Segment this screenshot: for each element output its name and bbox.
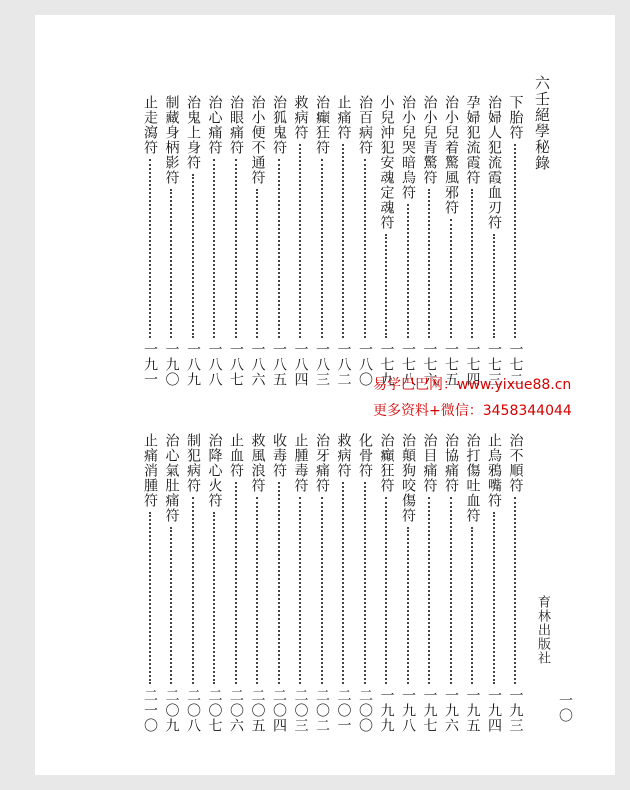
toc-entry [247, 95, 267, 387]
toc-entry-title: 止腫毒符 [292, 433, 309, 493]
watermark-line-2: 更多资料+微信：3458344044 [373, 403, 572, 419]
toc-entry [161, 95, 181, 387]
toc-entry [441, 95, 461, 387]
toc-entry-page: 二〇二 [314, 688, 330, 733]
toc-entry-title: 治小便不通符 [249, 95, 266, 185]
leader-dots [235, 159, 237, 338]
toc-entry-title: 治癲狂符 [314, 95, 330, 155]
toc-entry-page: 一九八 [400, 688, 416, 733]
toc-entry-title: 治鬼上身符 [185, 95, 201, 170]
toc-entry-title: 治心氣肚痛符 [163, 433, 180, 523]
toc-entry-title: 制犯病符 [185, 433, 201, 493]
leader-dots [299, 144, 301, 338]
toc-entry [269, 95, 289, 387]
toc-entry-page: 一八七 [228, 342, 244, 387]
toc-entry-title: 下胎符 [507, 95, 524, 140]
toc-entry-title: 治心痛符 [206, 95, 223, 155]
leader-dots [278, 482, 280, 684]
toc-entry [226, 433, 246, 733]
leader-dots [514, 144, 516, 338]
toc-entry-title: 止痛符 [335, 95, 352, 140]
toc-entry-page: 一九一 [142, 342, 158, 387]
toc-entry-title: 制藏身柄影符 [163, 95, 180, 185]
toc-entry-page: 一七六 [421, 342, 438, 387]
toc-entry-title: 治眼痛符 [228, 95, 244, 155]
toc-entry-title: 治牙痛符 [314, 433, 330, 493]
toc-entry-title: 救風浪符 [249, 433, 266, 493]
toc-entry-page: 一八八 [206, 342, 223, 387]
toc-entry-title: 救病符 [292, 95, 309, 140]
toc-entry-page: 一九〇 [163, 342, 180, 387]
toc-entry [355, 95, 375, 387]
toc-entry-title: 治協痛符 [443, 433, 459, 493]
toc-entry-title: 治不順符 [507, 433, 524, 493]
toc-entry [312, 433, 332, 733]
toc-entry-title: 治百病符 [357, 95, 373, 155]
leader-dots [342, 482, 344, 684]
page-header: 六壬絕學秘錄 [533, 75, 551, 171]
toc-entry-page: 二〇六 [228, 688, 244, 733]
toc-entry [398, 95, 418, 387]
leader-dots [213, 159, 215, 338]
toc-entry-page: 一八〇 [357, 342, 373, 387]
leader-dots [471, 527, 473, 684]
toc-entry [462, 433, 482, 733]
toc-entry [505, 95, 525, 387]
leader-dots [342, 144, 344, 338]
toc-entry-title: 治顛狗咬傷符 [400, 433, 416, 523]
toc-entry-page: 一八九 [185, 342, 201, 387]
leader-dots [170, 527, 172, 684]
toc-entry-page: 一九七 [421, 688, 438, 733]
page-number: 一〇 [557, 693, 573, 723]
toc-entry-title: 治小兒着驚風邪符 [443, 95, 459, 215]
toc-entry-page: 一八三 [314, 342, 330, 387]
toc-entry-page: 二〇八 [185, 688, 201, 733]
toc-entry-title: 收毒符 [271, 433, 287, 478]
toc-entry [419, 433, 439, 733]
toc-entry-page: 一八二 [335, 342, 352, 387]
toc-entry [161, 433, 181, 733]
toc-entry-page: 一九四 [486, 688, 502, 733]
toc-entry-title: 治小兒青驚符 [421, 95, 438, 185]
toc-entry [226, 95, 246, 387]
toc-entry-title: 治小兒哭暗烏符 [400, 95, 416, 200]
leader-dots [471, 189, 473, 338]
leader-dots [428, 497, 430, 684]
toc-entry [140, 433, 160, 733]
toc-entry [376, 95, 396, 387]
leader-dots [321, 497, 323, 684]
toc-entry-page: 一八四 [292, 342, 309, 387]
toc-entry-title: 治降心火符 [206, 433, 223, 508]
leader-dots [428, 189, 430, 338]
toc-entry [290, 95, 310, 387]
toc-entry-page: 二〇〇 [357, 688, 373, 733]
toc-entry-page: 二〇一 [335, 688, 352, 733]
leader-dots [450, 219, 452, 338]
leader-dots [170, 189, 172, 338]
toc-entry [312, 95, 332, 387]
leader-dots [364, 159, 366, 338]
toc-entry-title: 治癲狂符 [378, 433, 395, 493]
toc-entry-title: 救病符 [335, 433, 352, 478]
toc-entry [247, 433, 267, 733]
toc-entry [333, 95, 353, 387]
leader-dots [407, 204, 409, 338]
toc-entry-title: 止烏鴉嘴符 [486, 433, 502, 508]
toc-entry-page: 一七二 [507, 342, 524, 387]
toc-entry [183, 433, 203, 733]
toc-entry-title: 止痛消腫符 [142, 433, 158, 508]
leader-dots [149, 512, 151, 684]
toc-entry-page: 一七八 [400, 342, 416, 387]
toc-entry-page: 二一〇 [142, 688, 158, 733]
toc-entry [462, 95, 482, 387]
leader-dots [213, 512, 215, 684]
toc-entry [183, 95, 203, 387]
toc-entry-title: 治狐鬼符 [271, 95, 287, 155]
toc-entry-title: 治打傷吐血符 [464, 433, 481, 523]
leader-dots [256, 189, 258, 338]
toc-entry [441, 433, 461, 733]
toc-entry [484, 95, 504, 387]
toc-entry-page: 一七五 [443, 342, 459, 387]
toc-entry [505, 433, 525, 733]
toc-entry-page: 二〇五 [249, 688, 266, 733]
toc-entry-page: 一七四 [464, 342, 481, 387]
leader-dots [149, 159, 151, 338]
leader-dots [235, 482, 237, 684]
toc-entry-page: 一九三 [507, 688, 524, 733]
toc-entry-page: 二〇七 [206, 688, 223, 733]
toc-entry-title: 止血符 [228, 433, 244, 478]
leader-dots [514, 497, 516, 684]
toc-entry [398, 433, 418, 733]
toc-entry [376, 433, 396, 733]
leader-dots [256, 497, 258, 684]
toc-entry [484, 433, 504, 733]
leader-dots [364, 482, 366, 684]
toc-entry-page: 一九九 [378, 688, 395, 733]
leader-dots [321, 159, 323, 338]
leader-dots [278, 159, 280, 338]
toc-entry [140, 95, 160, 387]
leader-dots [493, 512, 495, 684]
leader-dots [192, 174, 194, 338]
toc-entry-page: 一九五 [464, 688, 481, 733]
toc-entry-page: 一九六 [443, 688, 459, 733]
watermark-line-1: 易学巴巴网：www.yixue88.cn [373, 377, 572, 393]
leader-dots [385, 234, 387, 338]
toc-entry-title: 治婦人犯流霞血刃符 [486, 95, 502, 230]
toc-entry-title: 止走瀉符 [142, 95, 158, 155]
toc-entry-page: 二〇三 [292, 688, 309, 733]
toc-entry-title: 化骨符 [357, 433, 373, 478]
toc-entry [269, 433, 289, 733]
toc-entry-page: 一八六 [249, 342, 266, 387]
toc-entry [355, 433, 375, 733]
toc-entry-title: 孕婦犯流霞符 [464, 95, 481, 185]
leader-dots [407, 527, 409, 684]
toc-entry-page: 一七三 [486, 342, 502, 387]
toc-entry [419, 95, 439, 387]
toc-entry [290, 433, 310, 733]
publisher-name: 育林出版社 [535, 595, 550, 665]
toc-entry-title: 小兒沖犯安魂定魂符 [378, 95, 395, 230]
toc-entry [204, 95, 224, 387]
leader-dots [450, 497, 452, 684]
toc-entry-page: 二〇九 [163, 688, 180, 733]
leader-dots [299, 497, 301, 684]
toc-entry-page: 二〇四 [271, 688, 287, 733]
leader-dots [192, 497, 194, 684]
toc-entry-page: 一七九 [378, 342, 395, 387]
leader-dots [493, 234, 495, 338]
toc-entry-page: 一八五 [271, 342, 287, 387]
book-page [35, 15, 615, 775]
toc-entry [333, 433, 353, 733]
toc-entry-title: 治目痛符 [421, 433, 438, 493]
toc-entry [204, 433, 224, 733]
leader-dots [385, 497, 387, 684]
